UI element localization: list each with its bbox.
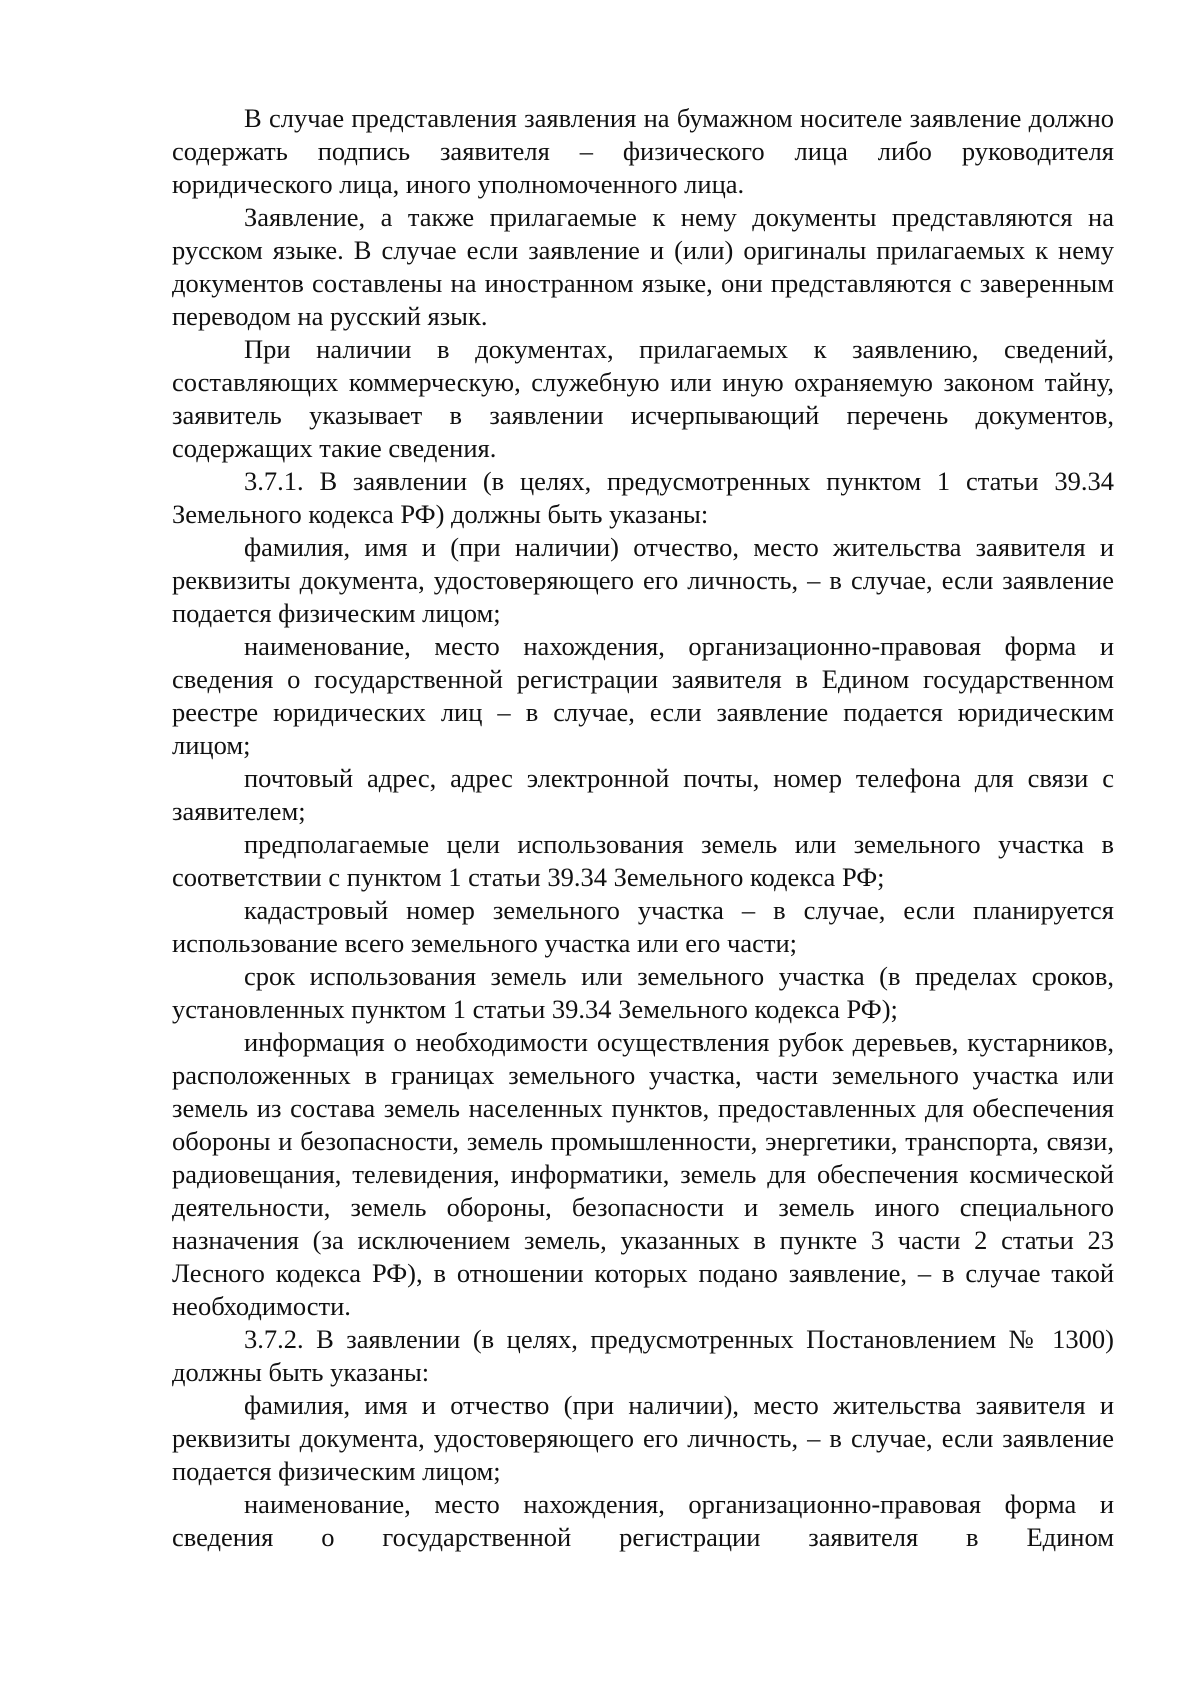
paragraph-contact-details: почтовый адрес, адрес электронной почты, номер телефона для связи с заявителем;: [172, 763, 1114, 826]
paragraph-russian-language: Заявление, а также прилагаемые к нему документы представляются на русском языке. В случае если заявление и (или) оригиналы прилагаемых к нему документов составлены на иностранном языке, они представляются с заверенным переводом на русский язык.: [172, 202, 1114, 331]
paragraph-paper-application-signature: В случае представления заявления на бумажном носителе заявление должно содержать подпись заявителя – физического лица либо руководителя юридического лица, иного уполномоченного лица.: [172, 103, 1114, 199]
paragraph-confidential-info: При наличии в документах, прилагаемых к заявлению, сведений, составляющих коммерческую, служебную или иную охраняемую законом тайну, заявитель указывает в заявлении исчерпывающий перечень документов, содержащих такие сведения.: [172, 334, 1114, 463]
document-page: [172, 102, 1114, 1554]
paragraph-usage-period: срок использования земель или земельного участка (в пределах сроков, установленных пунктом 1 статьи 39.34 Земельного кодекса РФ);: [172, 961, 1114, 1024]
paragraph-section-3-7-1: 3.7.1. В заявлении (в целях, предусмотренных пунктом 1 статьи 39.34 Земельного кодекса РФ) должны быть указаны:: [172, 466, 1114, 529]
paragraph-cadastral-number: кадастровый номер земельного участка – в случае, если планируется использование всего земельного участка или его части;: [172, 895, 1114, 958]
paragraph-individual-details-1300: фамилия, имя и отчество (при наличии), место жительства заявителя и реквизиты документа, удостоверяющего его личность, – в случае, если заявление подается физическим лицом;: [172, 1390, 1114, 1486]
paragraph-section-3-7-2: 3.7.2. В заявлении (в целях, предусмотренных Постановлением № 1300) должны быть указаны:: [172, 1324, 1114, 1387]
paragraph-legal-entity-details: наименование, место нахождения, организационно-правовая форма и сведения о государственной регистрации заявителя в Едином государственном реестре юридических лиц – в случае, если заявление подается юридическим лицом;: [172, 631, 1114, 760]
paragraph-tree-felling: информация о необходимости осуществления рубок деревьев, кустарников, расположенных в границах земельного участка, части земельного участка или земель из состава земель населенных пунктов, предоставленных для обеспечения обороны и безопасности, земель промышленности, энергетики, транспорта, связи, радиовещания, телевидения, информатики, земель для обеспечения космической деятельности, земель обороны, безопасности и земель иного специального назначения (за исключением земель, указанных в пункте 3 части 2 статьи 23 Лесного кодекса РФ), в отношении которых подано заявление, – в случае такой необходимости.: [172, 1027, 1114, 1321]
paragraph-individual-details: фамилия, имя и (при наличии) отчество, место жительства заявителя и реквизиты документа, удостоверяющего его личность, – в случае, если заявление подается физическим лицом;: [172, 532, 1114, 628]
paragraph-intended-purposes: предполагаемые цели использования земель или земельного участка в соответствии с пунктом 1 статьи 39.34 Земельного кодекса РФ;: [172, 829, 1114, 892]
paragraph-legal-entity-details-1300: наименование, место нахождения, организационно-правовая форма и сведения о государственной регистрации заявителя в Едином: [172, 1489, 1114, 1552]
